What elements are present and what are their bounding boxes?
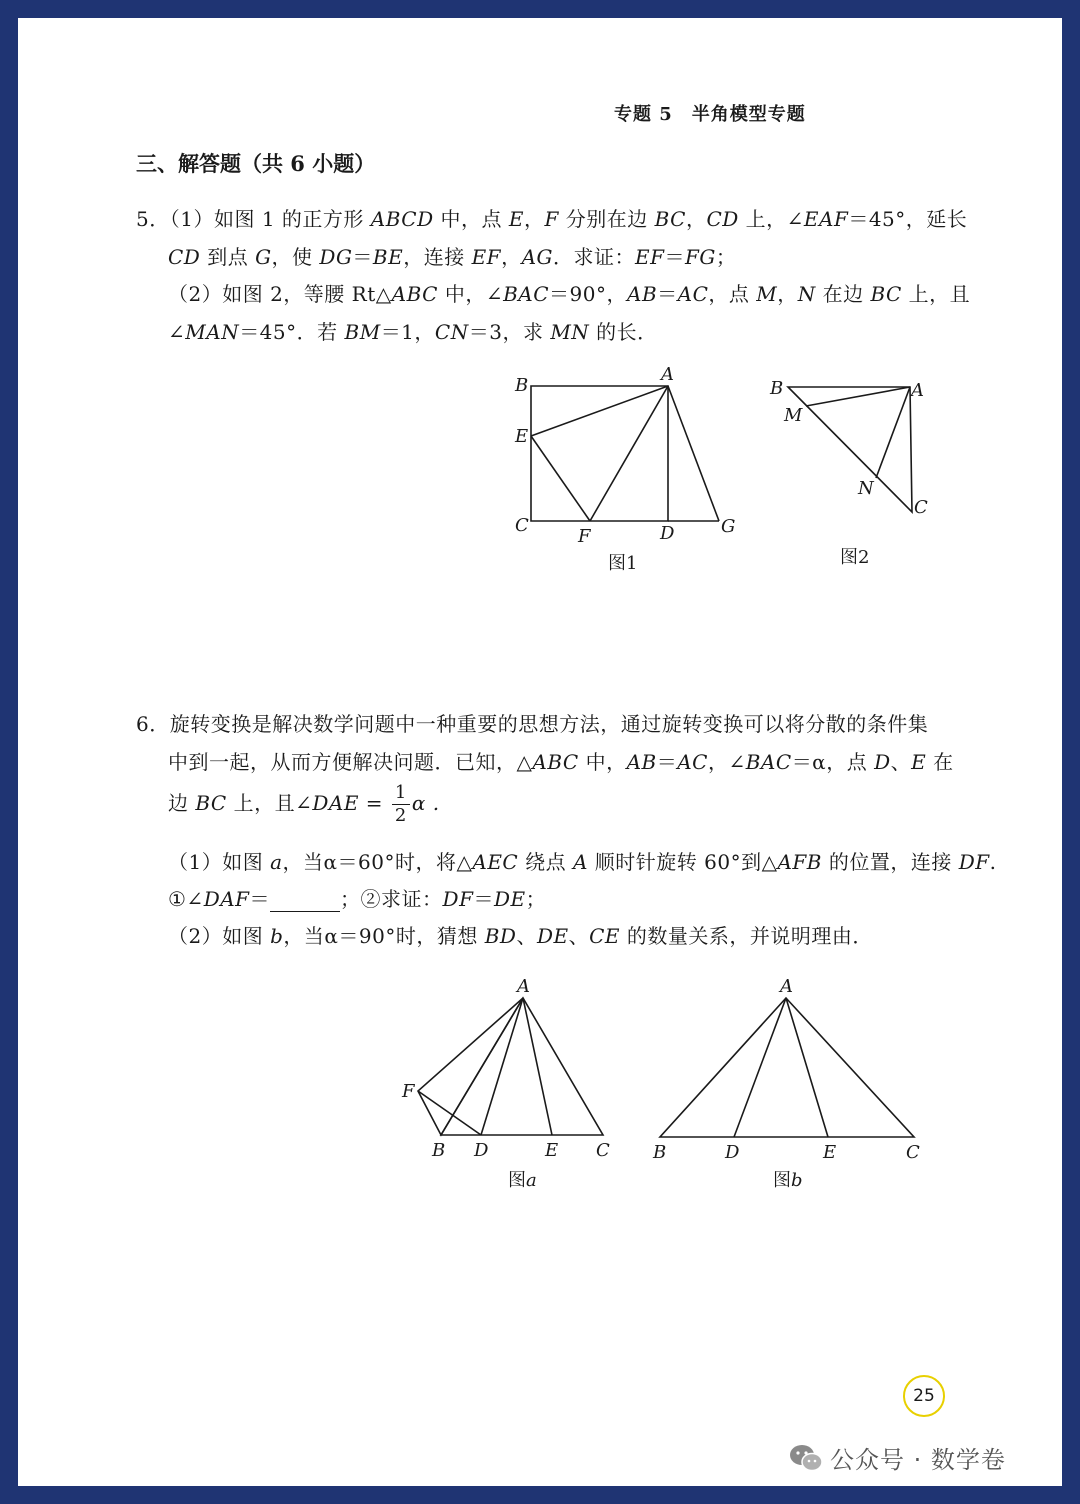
segment-ae [531,386,668,436]
figure-1 [531,386,719,521]
page [18,18,1062,1486]
fraction-one-half: $\frac{1}{2}$ [392,784,410,825]
figb-label-b: B [653,1142,667,1163]
fig1-label-g: G [721,516,736,537]
fig2-label-b: B [770,378,784,399]
q5-number: 5． [136,207,170,231]
segment-an [876,387,910,478]
triangle-afb [418,998,523,1135]
segment-ag [668,386,719,521]
figb-label-c: C [906,1142,920,1163]
fig2-label-a: A [911,380,924,401]
watermark [788,1440,1006,1479]
figb-label-d: D [725,1142,740,1163]
figb-caption: 图b [773,1170,803,1191]
figa-label-d: D [474,1140,489,1161]
segment-ef [531,436,590,521]
fig1-caption: 图1 [608,553,638,574]
fig2-label-c: C [914,497,928,518]
fig1-label-b: B [515,375,529,396]
square-abcd [531,386,668,521]
figa-caption: 图a [508,1170,537,1191]
q5-line-2: CD 到点 G，使 DG＝BE，连接 EF，AG．求证：EF＝FG； [168,245,737,269]
figure-b [660,998,914,1137]
watermark-text: 公众号 · 数学卷 [830,1446,1006,1474]
q6-number: 6． [136,712,170,736]
segment-ad-a [481,998,523,1135]
figa-label-b: B [432,1140,446,1161]
fig2-label-n: N [858,478,874,499]
q6-line-5: ①∠DAF＝ ；②求证：DF＝DE； [168,887,547,911]
figa-label-c: C [596,1140,610,1161]
section-title: 三、解答题（共 6 小题） [136,151,376,176]
q6-line-1: 6．旋转变换是解决数学问题中一种重要的思想方法，通过旋转变换可以将分散的条件集 [136,712,929,736]
page-number: 25 [903,1375,945,1417]
segment-ae-a [523,998,552,1135]
q6-line-3: 边 BC 上，且∠DAE = $\frac{1}{2}$ α . [168,782,440,826]
segment-ad-b [734,998,786,1137]
segment-af [590,386,668,521]
segment-df [418,1091,481,1135]
fig1-label-d: D [660,523,675,544]
triangle-abc-a [441,998,603,1135]
figa-label-f: F [402,1081,415,1102]
fig2-caption: 图2 [840,547,870,568]
fig1-label-a: A [661,364,674,385]
q6-line-2: 中到一起，从而方便解决问题．已知，△ABC 中，AB＝AC，∠BAC＝α，点 D、E 在 [168,750,954,774]
figa-label-a: A [517,976,530,997]
q5-line-1: 5．（1）如图 1 的正方形 ABCD 中，点 E，F 分别在边 BC，CD 上，∠EAF＝45°，延长 [136,207,968,231]
q5-line-4: ∠MAN＝45°．若 BM＝1，CN＝3，求 MN 的长． [168,320,658,344]
fig1-label-c: C [515,515,529,536]
q5-line-3: （2）如图 2，等腰 Rt△ABC 中，∠BAC＝90°，AB＝AC，点 M，N 在边 BC 上，且 [168,282,971,306]
triangle-abc-b [660,998,914,1137]
figa-label-e: E [545,1140,559,1161]
figb-label-e: E [823,1142,837,1163]
figure-2 [788,387,912,512]
page-header: 专题 5 半角模型专题 [614,104,806,125]
q6-line-6: （2）如图 b，当α＝90°时，猜想 BD、DE、CE 的数量关系，并说明理由． [168,924,873,948]
figure-a [418,998,603,1135]
figb-label-a: A [780,976,793,997]
geometry-figures [18,18,1062,1486]
segment-ae-b [786,998,828,1137]
wechat-icon [788,1443,824,1479]
fig1-label-f: F [578,526,591,547]
fig2-label-m: M [784,405,803,426]
q6-line-4: （1）如图 a，当α＝60°时，将△AEC 绕点 A 顺时针旋转 60°到△AFB 的位置，连接 DF. [168,850,997,874]
fig1-label-e: E [515,426,529,447]
segment-am [806,387,910,406]
